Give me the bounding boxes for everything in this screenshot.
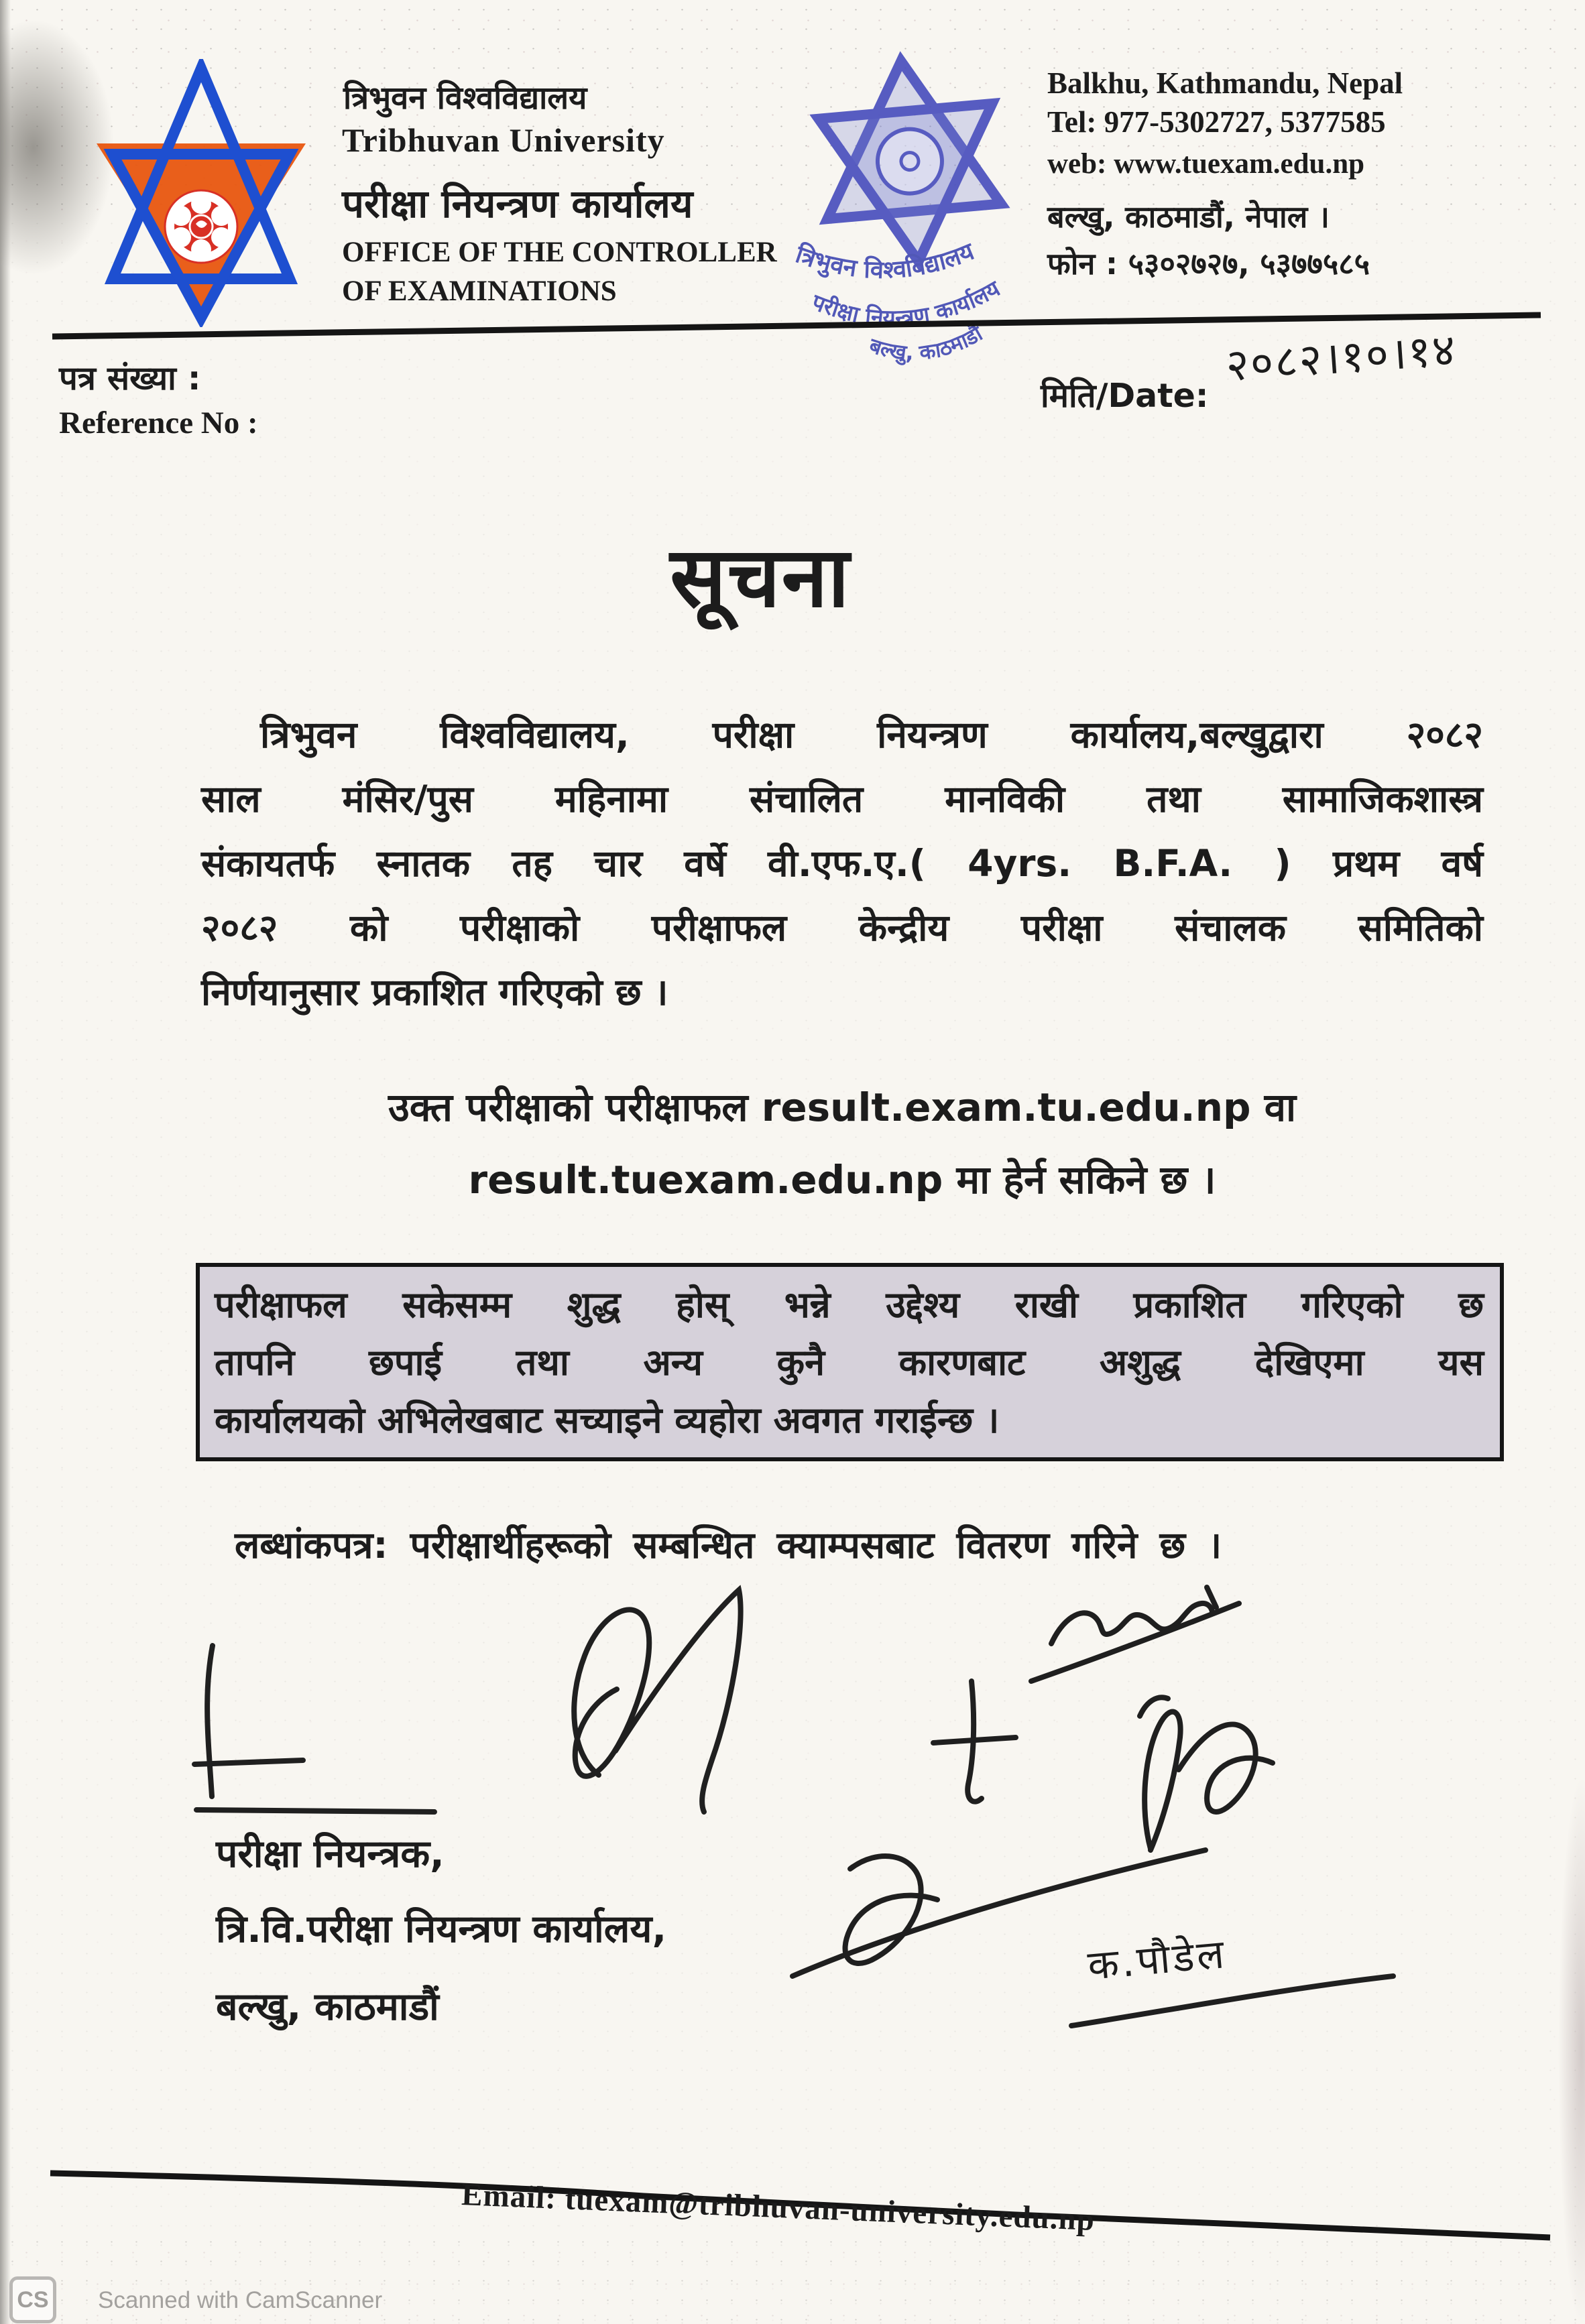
university-name-english: Tribhuvan University bbox=[342, 121, 665, 159]
office-name-english-line1: OFFICE OF THE CONTROLLER bbox=[342, 237, 777, 268]
signatory-title: परीक्षा नियन्त्रक, bbox=[216, 1832, 445, 1876]
paragraph-line: साल मंसिर/पुस महिनामा संचालित मानविकी तथा सामाजिकशास्त्र bbox=[201, 778, 1484, 820]
signatory-location: बल्खु, काठमाडौं bbox=[216, 1985, 439, 2029]
stamp-arc-text-3: बल्खु, काठमाडौं bbox=[866, 321, 987, 365]
paragraph-line: त्रिभुवन विश्वविद्यालय, परीक्षा नियन्त्रण कार्यालय,बल्खुद्वारा २०८२ bbox=[260, 713, 1483, 756]
result-url-2: result.tuexam.edu.np bbox=[468, 1157, 943, 1203]
marksheet-distribution-line: लब्धांकपत्र: परीक्षार्थीहरूको सम्बन्धित क्याम्पसबाट वितरण गरिने छ । bbox=[235, 1524, 1222, 1567]
signatory-office: त्रि.वि.परीक्षा नियन्त्रण कार्यालय, bbox=[216, 1907, 667, 1951]
footer-email: Email: tuexam@tribhuvan-university.edu.np bbox=[461, 2177, 1096, 2238]
stamp-arc-text-1: त्रिभुवन विश्वविद्यालय bbox=[792, 237, 978, 284]
result-url-line-1: उक्त परीक्षाको परीक्षाफल result.exam.tu.edu.np वा bbox=[388, 1085, 1296, 1130]
date-label: मिति/Date: bbox=[1041, 377, 1209, 415]
university-name-nepali: त्रिभुवन विश्वविद्यालय bbox=[343, 80, 587, 117]
notice-title: सूचना bbox=[670, 530, 851, 626]
reference-label-english: Reference No : bbox=[59, 406, 258, 440]
address-english: Balkhu, Kathmandu, Nepal bbox=[1047, 66, 1403, 100]
office-name-english-line2: OF EXAMINATIONS bbox=[342, 276, 617, 307]
stamp-arc-text-2: परीक्षा नियन्त्रण कार्यालय bbox=[808, 275, 1004, 331]
handwritten-date: २०८२।१०।१४ bbox=[1224, 324, 1459, 391]
paragraph-line: २०८२ को परीक्षाको परीक्षाफल केन्द्रीय परीक्षा संचालक समितिको bbox=[201, 906, 1483, 949]
handwritten-signatory-name: क.पौडेल bbox=[1085, 1931, 1229, 1990]
telephone-nepali: फोन : ५३०२७२७, ५३७७५८५ bbox=[1047, 246, 1370, 282]
paragraph-line: निर्णयानुसार प्रकाशित गरिएको छ । bbox=[201, 971, 668, 1014]
disclaimer-line: तापनि छपाई तथा अन्य कुनै कारणबाट अशुद्ध देखिएमा यस bbox=[215, 1341, 1484, 1384]
telephone-english: Tel: 977-5302727, 5377585 bbox=[1047, 105, 1386, 139]
office-name-nepali: परीक्षा नियन्त्रण कार्यालय bbox=[342, 181, 693, 227]
disclaimer-line: परीक्षाफल सकेसम्म शुद्ध होस् भन्ने उद्देश्य राखी प्रकाशित गरिएको छ bbox=[215, 1284, 1484, 1326]
result-url-line-2: result.tuexam.edu.np मा हेर्न सकिने छ । bbox=[468, 1157, 1216, 1203]
address-nepali: बल्खु, काठमाडौं, नेपाल । bbox=[1047, 199, 1330, 235]
disclaimer-line: कार्यालयको अभिलेखबाट सच्याइने व्यहोरा अवगत गराईन्छ । bbox=[215, 1399, 1000, 1441]
website: web: www.tuexam.edu.np bbox=[1047, 148, 1365, 180]
paragraph-line: संकायतर्फ स्नातक तह चार वर्षे वी.एफ.ए.( 4yrs. B.F.A. ) प्रथम वर्ष bbox=[201, 842, 1483, 885]
result-url-1: result.exam.tu.edu.np bbox=[761, 1085, 1251, 1130]
camscanner-logo-icon: CS bbox=[9, 2276, 56, 2323]
reference-label-nepali: पत्र संख्या : bbox=[59, 359, 201, 397]
camscanner-watermark-text: Scanned with CamScanner bbox=[98, 2287, 383, 2313]
